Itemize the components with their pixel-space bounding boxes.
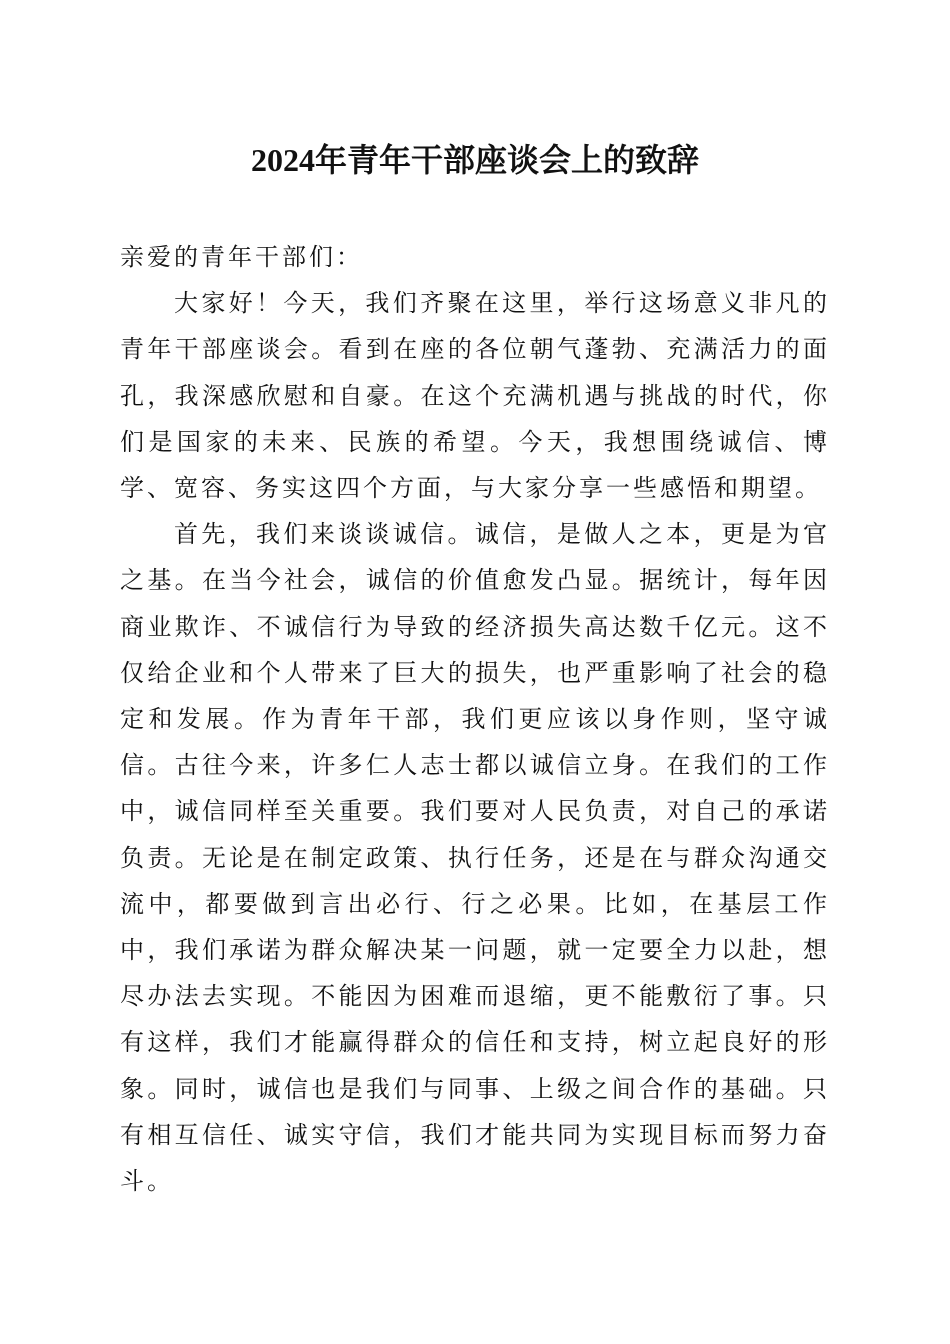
document-body (120, 234, 830, 1204)
document-title: 2024年青年干部座谈会上的致辞 (250, 142, 699, 178)
salutation: 亲爱的青年干部们： (120, 243, 363, 271)
paragraph-opening: 大家好！今天，我们齐聚在这里，举行这场意义非凡的青年干部座谈会。看到在座的各位朝气蓬勃、充满活力的面孔，我深感欣慰和自豪。在这个充满机遇与挑战的时代，你们是国家的未来、民族的希望。今天，我想围绕诚信、博学、宽容、务实这四个方面，与大家分享一些感悟和期望。 (120, 289, 830, 503)
paragraph-integrity: 首先，我们来谈谈诚信。诚信，是做人之本，更是为官之基。在当今社会，诚信的价值愈发凸显。据统计，每年因商业欺诈、不诚信行为导致的经济损失高达数千亿元。这不仅给企业和个人带来了巨大的损失，也严重影响了社会的稳定和发展。作为青年干部，我们更应该以身作则，坚守诚信。古往今来，许多仁人志士都以诚信立身。在我们的工作中，诚信同样至关重要。我们要对人民负责，对自己的承诺负责。无论是在制定政策、执行任务，还是在与群众沟通交流中，都要做到言出必行、行之必果。比如，在基层工作中，我们承诺为群众解决某一问题，就一定要全力以赴，想尽办法去实现。不能因为困难而退缩，更不能敷衍了事。只有这样，我们才能赢得群众的信任和支持，树立起良好的形象。同时，诚信也是我们与同事、上级之间合作的基础。只有相互信任、诚实守信，我们才能共同为实现目标而努力奋斗。 (120, 520, 830, 1196)
